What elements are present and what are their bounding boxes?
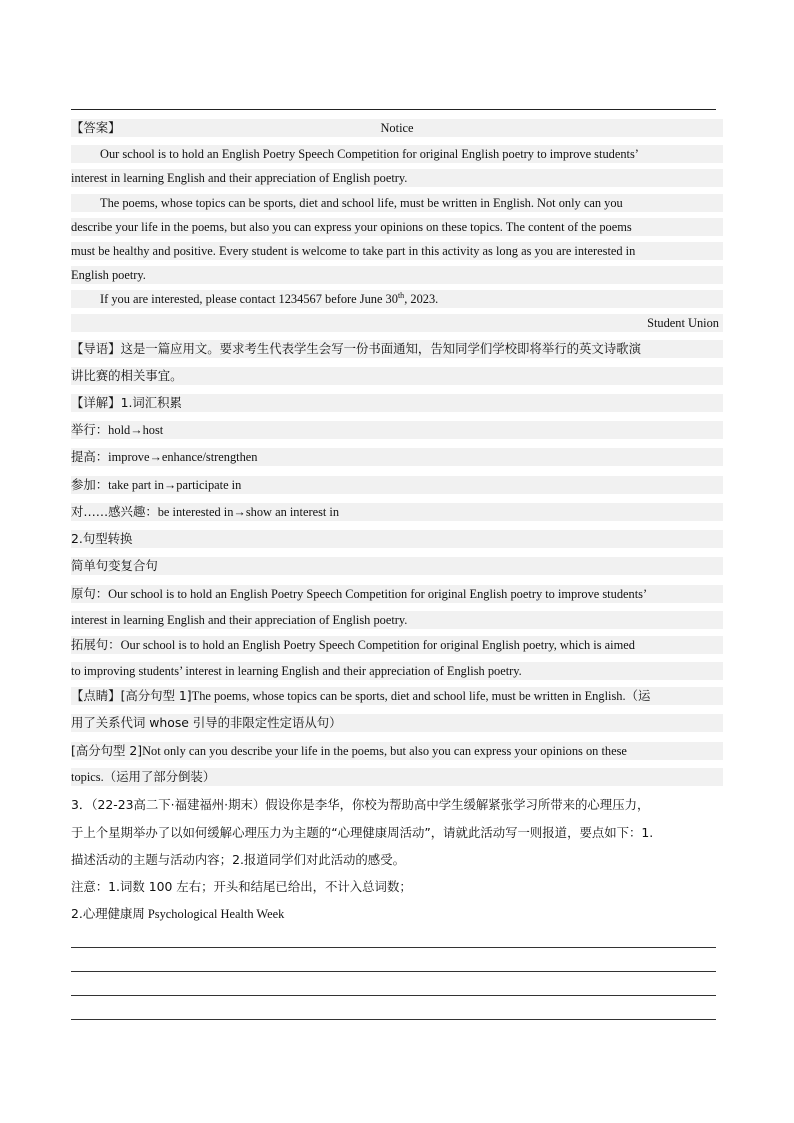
ext-text-b: to improving students’ interest in learning English and their appreciation of English poetry. [71, 662, 723, 680]
question-line-c: 描述活动的主题与活动内容；2.报道同学们对此活动的感受。 [71, 852, 405, 867]
s2-label: [高分句型 2] [71, 743, 143, 758]
guide-tag: 【导语】 [71, 341, 121, 356]
answer-p2-b: describe your life in the poems, but also you can express your opinions on these topics. The content of the poems [71, 218, 723, 236]
answer-p3-post: , 2023. [404, 292, 439, 306]
answer-p2-d: English poetry. [71, 266, 723, 284]
answer-p3 [71, 290, 723, 308]
top-rule [71, 109, 716, 110]
s1-note: 用了关系代词 whose 引导的非限定性定语从句） [71, 714, 723, 732]
detail-sub: 简单句变复合句 [71, 557, 723, 575]
s2-text: Not only can you describe your life in the poems, but also you can express your opinions on these [142, 744, 627, 758]
detail-heading1: 1.词汇积累 [120, 395, 182, 410]
vocab-item [71, 448, 723, 466]
highlight-line-2 [71, 742, 723, 760]
item2-en: Psychological Health Week [147, 907, 285, 921]
signature: Student Union [71, 314, 723, 332]
vocab-en: take part in→participate in [108, 478, 242, 492]
guide-line-a [71, 340, 723, 358]
guide-text-b: 讲比赛的相关事宜。 [71, 367, 723, 385]
answer-p1-a: Our school is to hold an English Poetry Speech Competition for original English poetry to improve students’ [71, 145, 723, 163]
vocab-cn: 参加： [71, 477, 109, 492]
question-item2 [71, 905, 723, 923]
answer-blank-line[interactable] [71, 947, 716, 948]
highlight-tag: 【点睛】 [71, 688, 121, 703]
answer-p2-a: The poems, whose topics can be sports, diet and school life, must be written in English. Not only can you [71, 194, 723, 212]
vocab-cn: 对……感兴趣： [71, 504, 158, 519]
s1-label: [高分句型 1] [120, 688, 192, 703]
vocab-en: be interested in→show an interest in [157, 505, 340, 519]
item2-cn: 2.心理健康周 [71, 906, 145, 921]
answer-p1-b: interest in learning English and their appreciation of English poetry. [71, 169, 723, 187]
orig-line-a [71, 585, 723, 603]
detail-header [71, 394, 723, 412]
question-note: 注意：1.词数 100 左右；开头和结尾已给出，不计入总词数； [71, 879, 412, 894]
answer-blank-line[interactable] [71, 995, 716, 996]
answer-tag: 【答案】 [71, 120, 121, 135]
vocab-item [71, 476, 723, 494]
answer-blank-line[interactable] [71, 971, 716, 972]
vocab-en: hold→host [108, 423, 164, 437]
question-line-b: 于上个星期举办了以如何缓解心理压力为主题的“心理健康周活动”，请就此活动写一则报道，要点如下：1. [71, 825, 654, 840]
answer-p2-c: must be healthy and positive. Every student is welcome to take part in this activity as long as you are interested in [71, 242, 723, 260]
detail-tag: 【详解】 [71, 395, 121, 410]
answer-blank-line[interactable] [71, 1019, 716, 1020]
s2-b: topics.（运用了部分倒装） [71, 768, 723, 786]
highlight-line-1 [71, 687, 723, 705]
vocab-en: improve→enhance/strengthen [108, 450, 258, 464]
ext-label: 拓展句： [71, 637, 121, 652]
vocab-cn: 举行： [71, 422, 109, 437]
vocab-item [71, 503, 723, 521]
ext-line-a [71, 636, 723, 654]
guide-text-a: 这是一篇应用文。要求考生代表学生会写一份书面通知，告知同学们学校即将举行的英文诗歌演 [120, 341, 641, 356]
answer-p3-pre: If you are interested, please contact 1234567 before June 30 [100, 292, 398, 306]
orig-label: 原句： [71, 586, 109, 601]
notice-title: Notice [380, 121, 414, 135]
ext-text-a: Our school is to hold an English Poetry Speech Competition for original English poetry, which is aimed [120, 638, 635, 652]
orig-text-a: Our school is to hold an English Poetry Speech Competition for original English poetry to improve students’ [108, 587, 648, 601]
question-line-a: 3．（22-23高二下·福建福州·期末）假设你是李华，你校为帮助高中学生缓解紧张学习所带来的心理压力， [71, 797, 650, 812]
s1-text: The poems, whose topics can be sports, diet and school life, must be written in English.（运 [191, 689, 651, 703]
answer-header [71, 119, 723, 137]
detail-heading2: 2.句型转换 [71, 530, 723, 548]
vocab-cn: 提高： [71, 449, 109, 464]
vocab-item [71, 421, 723, 439]
answer-p3-sup: th [397, 290, 405, 300]
orig-text-b: interest in learning English and their appreciation of English poetry. [71, 611, 723, 629]
